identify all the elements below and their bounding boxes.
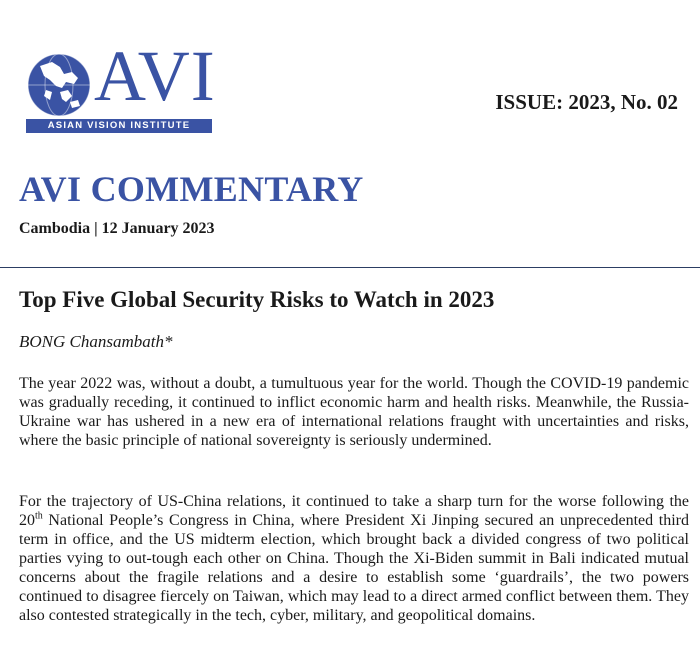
logo-subtitle: ASIAN VISION INSTITUTE bbox=[26, 119, 212, 133]
document-header bbox=[0, 0, 700, 140]
article-author: BONG Chansambath* bbox=[19, 332, 173, 351]
issue-number: ISSUE: 2023, No. 02 bbox=[495, 90, 678, 114]
globe-icon bbox=[26, 52, 92, 118]
divider bbox=[0, 267, 700, 268]
paragraph-1: The year 2022 was, without a doubt, a tumultuous year for the world. Though the COVID-19 pandemic was gradually receding, it continued to inflict economic harm and health risks. Meanwhile, the Russia-Ukraine war has ushered in a new era of international relations fraught with uncertainties and risks, where the basic principle of national sovereignty is seriously undermined. bbox=[19, 375, 689, 449]
paragraph-2 bbox=[19, 492, 689, 625]
dateline: Cambodia | 12 January 2023 bbox=[19, 220, 215, 237]
paragraph-2-start: For the trajectory of US-China relations, it continued to take a sharp turn for the worse following the 20 bbox=[19, 493, 689, 529]
article-title: Top Five Global Security Risks to Watch in 2023 bbox=[19, 287, 495, 312]
paragraph-2-end: National People’s Congress in China, where President Xi Jinping secured an unprecedented third term in office, and the US midterm election, which brought back a divided congress of two political parties vying to out-tough each other on China. Though the Xi-Biden summit in Bali indicated mutual concerns about the fragile relations and a desire to establish some ‘guardrails’, the two powers continued to disagree fiercely on Taiwan, which may lead to a direct armed conflict between them. They also contested strategically in the tech, cyber, military, and geopolitical domains. bbox=[19, 512, 689, 624]
avi-logo bbox=[26, 36, 218, 134]
ordinal-suffix: th bbox=[35, 510, 43, 522]
logo-wordmark: AVI bbox=[94, 36, 216, 116]
publication-title: AVI COMMENTARY bbox=[19, 169, 364, 209]
